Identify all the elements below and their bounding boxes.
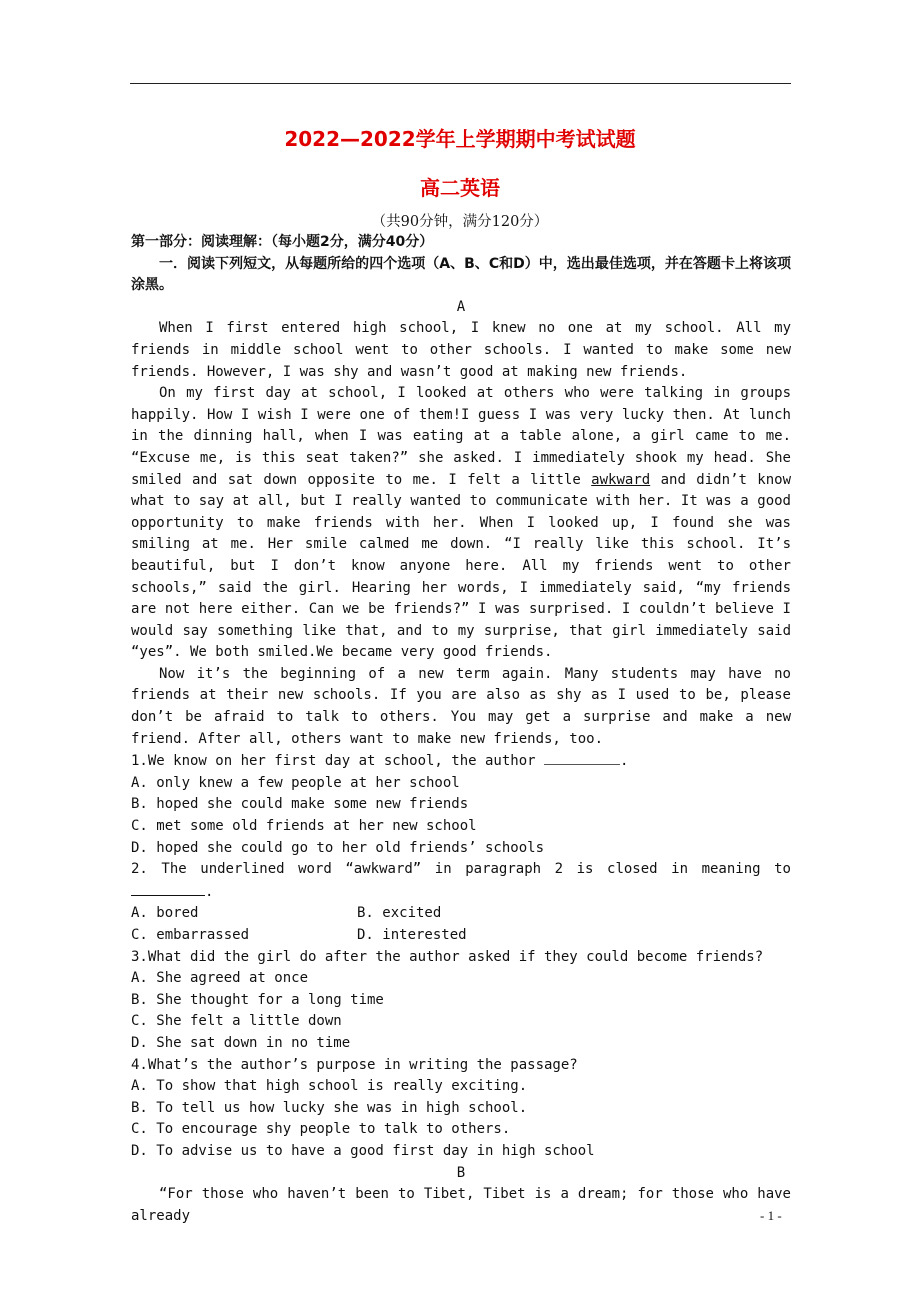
question-2: [131, 859, 791, 903]
section-heading: 第一部分：阅读理解：（每小题2分，满分40分）: [131, 234, 434, 250]
question-3-option-c: C. She felt a little down: [131, 1013, 342, 1030]
question-1-option-c: C. met some old friends at her new school: [131, 818, 477, 835]
exam-title: 2022—2022学年上学期期中考试试题: [284, 127, 636, 151]
question-4-option-c: C. To encourage shy people to talk to others.: [131, 1121, 511, 1138]
passage-a-paragraph-2: [131, 383, 791, 664]
underlined-word: awkward: [591, 471, 651, 488]
question-3-option-b: B. She thought for a long time: [131, 991, 384, 1008]
answer-blank: [131, 881, 205, 896]
paragraph-2-text-before: On my first day at school, I looked at others who were talking in groups happily. How I wish I were one of them!I guess I was very lucky then. At lunch in the dinning hall, when I was eating at a table alone, a girl came to me. “Excuse me, is this seat taken?” she asked. I immediately shook my head. She smiled and sat down opposite to me. I felt a little: [131, 385, 791, 488]
question-2-stem: 2. The underlined word “awkward” in paragraph 2 is closed in meaning to: [131, 861, 791, 878]
question-1-stem-end: .: [620, 753, 629, 770]
exam-note: （共90分钟，满分120分）: [371, 214, 549, 230]
question-3-option-a: A. She agreed at once: [131, 970, 309, 987]
question-2-option-b: B. excited: [357, 905, 442, 922]
passage-a-label: A: [456, 298, 466, 315]
question-3: 3.What did the girl do after the author asked if they could become friends?: [131, 948, 764, 965]
question-1-option-b: B. hoped she could make some new friends: [131, 796, 469, 813]
answer-blank: [544, 750, 620, 765]
question-3-option-d: D. She sat down in no time: [131, 1034, 351, 1051]
section-instruction: 一．阅读下列短文，从每题所给的四个选项（A、B、C和D）中，选出最佳选项，并在答题卡上将该项涂黑。: [131, 255, 791, 294]
header-rule: [130, 83, 791, 84]
question-1: [131, 750, 791, 773]
page-number: - 1 -: [760, 1208, 782, 1223]
question-1-stem: 1.We know on her first day at school, the author: [131, 753, 545, 770]
exam-content: [131, 232, 791, 1227]
question-2-options-row-2: [131, 925, 791, 947]
question-4-option-d: D. To advise us to have a good first day in high school: [131, 1142, 595, 1159]
passage-a-paragraph-1: When I first entered high school, I knew no one at my school. All my friends in middle school went to other schools. I wanted to make some new friends. However, I was shy and wasn’t good at making new friends.: [131, 320, 791, 380]
passage-b-paragraph-1: “For those who haven’t been to Tibet, Tibet is a dream; for those who have already: [131, 1186, 791, 1224]
question-2-option-a: A. bored: [131, 905, 199, 922]
passage-a-paragraph-3: Now it’s the beginning of a new term again. Many students may have no friends at their new schools. If you are also as shy as I used to be, please don’t be afraid to talk to others. You may get a surprise and make a new friend. After all, others want to make new friends, too.: [131, 665, 791, 747]
passage-b-label: B: [456, 1164, 466, 1181]
question-2-options-row-1: [131, 903, 791, 925]
question-2-stem-end: .: [205, 883, 214, 900]
question-4-option-a: A. To show that high school is really exciting.: [131, 1078, 528, 1095]
question-4: 4.What’s the author’s purpose in writing the passage?: [131, 1056, 578, 1073]
question-1-option-a: A. only knew a few people at her school: [131, 774, 460, 791]
question-4-option-b: B. To tell us how lucky she was in high school.: [131, 1099, 528, 1116]
paragraph-2-text-after: and didn’t know what to say at all, but I really wanted to communicate with her. It was a good opportunity to make friends with her. When I looked up, I found she was smiling at me. Her smile calmed me down. “I really like this school. It’s beautiful, but I don’t know anyone here. All my friends went to other schools,” said the girl. Hearing her words, I immediately said, “my friends are not here either. Can we be friends?” I was surprised. I couldn’t believe I would say something like that, and to my surprise, that girl immediately said “yes”. We both smiled.We became very good friends.: [131, 471, 792, 661]
question-1-option-d: D. hoped she could go to her old friends’ schools: [131, 839, 545, 856]
exam-subject: 高二英语: [420, 176, 500, 200]
question-2-option-d: D. interested: [357, 927, 467, 943]
question-2-option-c: C. embarrassed: [131, 927, 250, 943]
